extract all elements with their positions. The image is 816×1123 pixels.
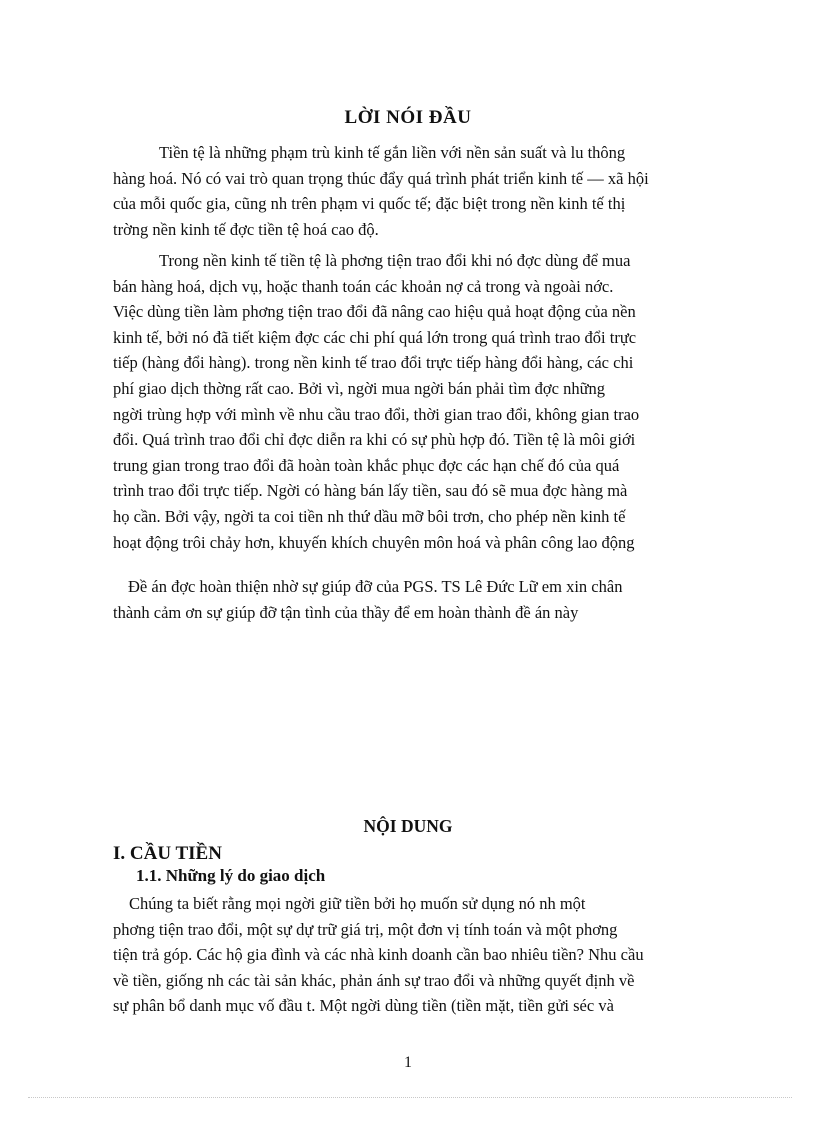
text-line: họ cần. Bởi vậy, ngời ta coi tiền nh thứ dầu mỡ bôi trơn, cho phép nền kinh tế — [113, 506, 626, 526]
text-line: bán hàng hoá, dịch vụ, hoặc thanh toán các khoản nợ cả trong và ngoài nớc. — [113, 276, 614, 296]
text-line: sự phân bổ danh mục vố đầu t. Một ngời dùng tiền (tiền mặt, tiền gửi séc và — [113, 996, 614, 1016]
text-line: trình trao đổi trực tiếp. Ngời có hàng bán lấy tiền, sau đó sẽ mua đợc hàng mà — [113, 481, 628, 501]
text-line: hàng hoá. Nó có vai trò quan trọng thúc đẩy quá trình phát triển kinh tế — xã hội — [113, 168, 649, 188]
text-line: kinh tế, bởi nó đã tiết kiệm đợc các chi phí quá lớn trong quá trình trao đổi trực — [113, 327, 637, 347]
preface-title: LỜI NÓI ĐẦU — [344, 107, 472, 128]
text-line: Việc dùng tiền làm phơng tiện trao đổi đã nâng cao hiệu quả hoạt động của nền — [113, 302, 636, 322]
section-heading: I. CẦU TIỀN — [113, 843, 222, 864]
footer-divider — [28, 1097, 792, 1098]
text-line: Tiền tệ là những phạm trù kinh tế gắn liền với nền sản suất và lu thông — [159, 143, 626, 162]
text-line: Đề án đợc hoàn thiện nhờ sự giúp đỡ của PGS. TS Lê Đức Lữ em xin chân — [128, 577, 623, 596]
page-number: 1 — [404, 1054, 412, 1071]
text-line: tiếp (hàng đổi hàng). trong nền kinh tế trao đổi trực tiếp hàng đổi hàng, các chi — [113, 353, 634, 373]
preface-paragraph-1 — [113, 140, 721, 242]
content-paragraph — [113, 891, 721, 1019]
text-line: của mỗi quốc gia, cũng nh trên phạm vi quốc tế; đặc biệt trong nền kinh tế thị — [113, 194, 626, 214]
text-line: thành cảm ơn sự giúp đỡ tận tình của thầy để em hoàn thành đề án này — [113, 602, 579, 622]
text-line: ngời trùng hợp với mình về nhu cầu trao đổi, thời gian trao đổi, không gian trao — [113, 404, 640, 424]
text-line: trung gian trong trao đổi đã hoàn toàn khắc phục đợc các hạn chế đó của quá — [113, 455, 620, 475]
text-line: phơng tiện trao đổi, một sự dự trữ giá trị, một đơn vị tính toán và một phơng — [113, 919, 618, 939]
subsection-heading: 1.1. Những lý do giao dịch — [136, 866, 326, 885]
text-line: về tiền, giống nh các tài sản khác, phản ánh sự trao đổi và những quyết định về — [113, 970, 635, 990]
text-line: phí giao dịch thờng rất cao. Bởi vì, ngời mua ngời bán phải tìm đợc những — [113, 378, 606, 398]
preface-paragraph-3 — [113, 574, 721, 625]
content-title: NỘI DUNG — [363, 816, 453, 836]
text-line: tiện trả góp. Các hộ gia đình và các nhà kinh doanh cần bao nhiêu tiền? Nhu cầu — [113, 945, 644, 965]
text-line: đổi. Quá trình trao đổi chỉ đợc diễn ra khi có sự phù hợp đó. Tiền tệ là môi giới — [113, 430, 636, 450]
text-line: Chúng ta biết rằng mọi ngời giữ tiền bởi họ muốn sử dụng nó nh một — [129, 894, 586, 913]
preface-paragraph-2 — [113, 248, 721, 555]
text-line: Trong nền kinh tế tiền tệ là phơng tiện trao đổi khi nó đợc dùng để mua — [159, 251, 631, 270]
text-line: trờng nền kinh tế đợc tiền tệ hoá cao độ. — [113, 219, 379, 239]
text-line: hoạt động trôi chảy hơn, khuyến khích chuyên môn hoá và phân công lao động — [113, 532, 635, 552]
